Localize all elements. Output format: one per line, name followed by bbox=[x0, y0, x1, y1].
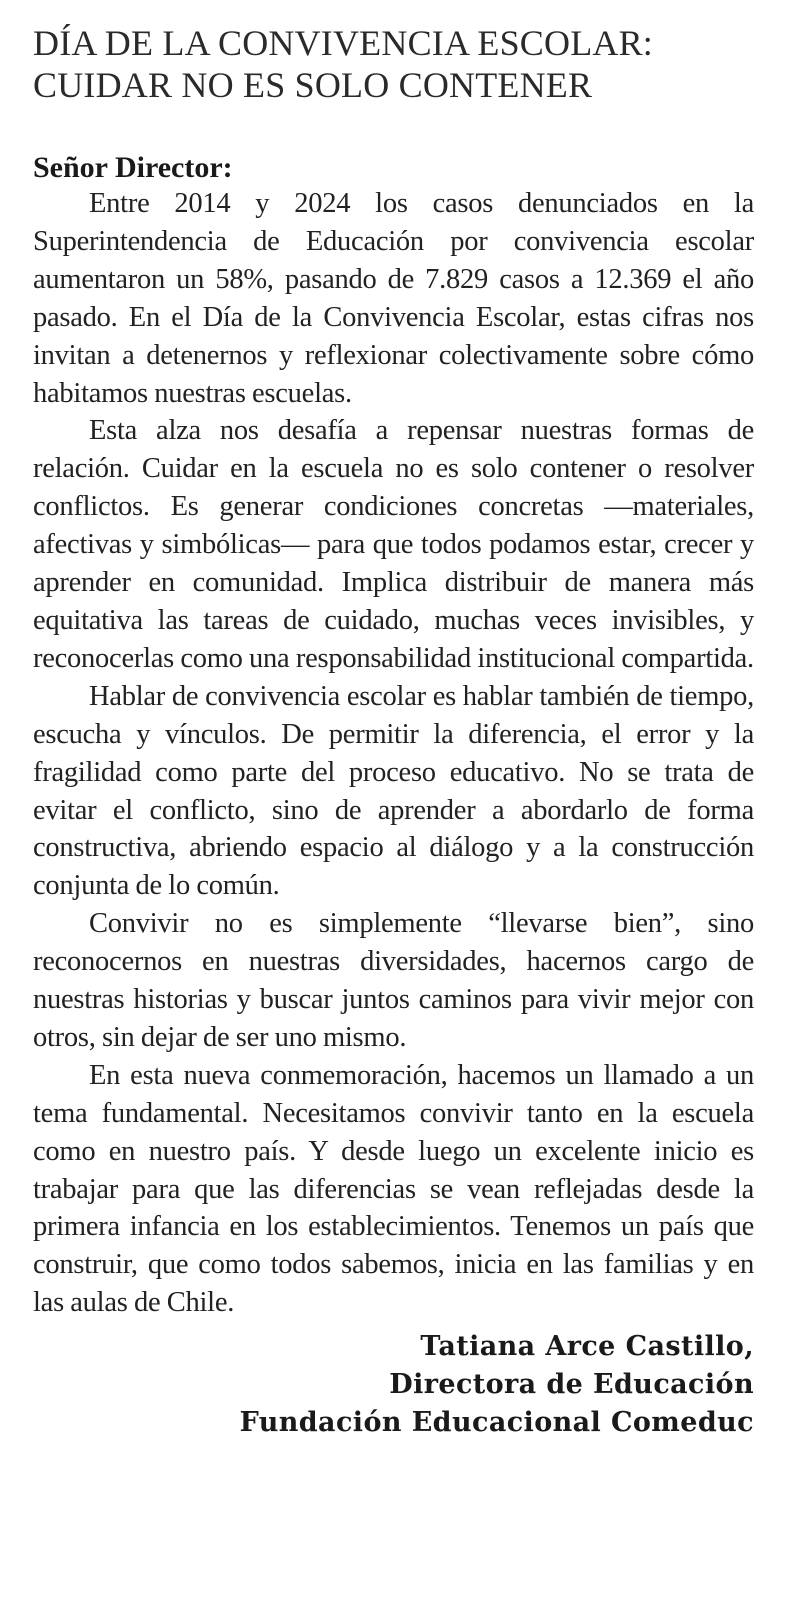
signature-role: Directora de Educación bbox=[389, 1369, 754, 1401]
signature-organization: Fundación Educacional Comeduc bbox=[239, 1407, 754, 1439]
paragraph-2: Esta alza nos desafía a repensar nuestras formas de relación. Cuidar en la escuela no es solo contener o resolver conflictos. Es generar condiciones concretas —materiales, afectivas y simbólicas— para que todos podamos estar, crecer y aprender en comunidad. Implica distribuir de manera más equitativa las tareas de cuidado, muchas veces invisibles, y reconocerlas como una responsabilidad institucional compartida. bbox=[33, 415, 754, 674]
paragraph-3: Hablar de convivencia escolar es hablar también de tiempo, escucha y vínculos. De permitir la diferencia, el error y la fragilidad como parte del proceso educativo. No se trata de evitar el conflicto, sino de aprender a abordarlo de forma constructiva, abriendo espacio al diálogo y a la construcción conjunta de lo común. bbox=[33, 680, 754, 902]
headline-line-2: CUIDAR NO ES SOLO CONTENER bbox=[33, 65, 593, 105]
paragraph-1: Entre 2014 y 2024 los casos denunciados en la Superintendencia de Educación por convivencia escolar aumentaron un 58%, pasando de 7.829 casos a 12.369 el año pasado. En el Día de la Convivencia Escolar, estas cifras nos invitan a detenernos y reflexionar colectivamente sobre cómo habitamos nuestras escuelas. bbox=[33, 188, 754, 409]
letter-body bbox=[33, 185, 754, 1322]
headline-line-1: DÍA DE LA CONVIVENCIA ESCOLAR: bbox=[33, 23, 654, 63]
headline bbox=[33, 22, 754, 106]
signature-name: Tatiana Arce Castillo, bbox=[420, 1331, 754, 1363]
salutation: Señor Director: bbox=[33, 151, 233, 184]
paragraph-4: Convivir no es simplemente “llevarse bien”, sino reconocernos en nuestras diversidades, hacernos cargo de nuestras historias y buscar juntos caminos para vivir mejor con otros, sin dejar de ser uno mismo. bbox=[33, 908, 754, 1053]
paragraph-5: En esta nueva conmemoración, hacemos un llamado a un tema fundamental. Necesitamos convivir tanto en la escuela como en nuestro país. Y desde luego un excelente inicio es trabajar para que las diferencias se vean reflejadas desde la primera infancia en los establecimientos. Tenemos un país que construir, que como todos sabemos, inicia en las familias y en las aulas de Chile. bbox=[33, 1059, 754, 1319]
signature-block bbox=[33, 1328, 754, 1442]
